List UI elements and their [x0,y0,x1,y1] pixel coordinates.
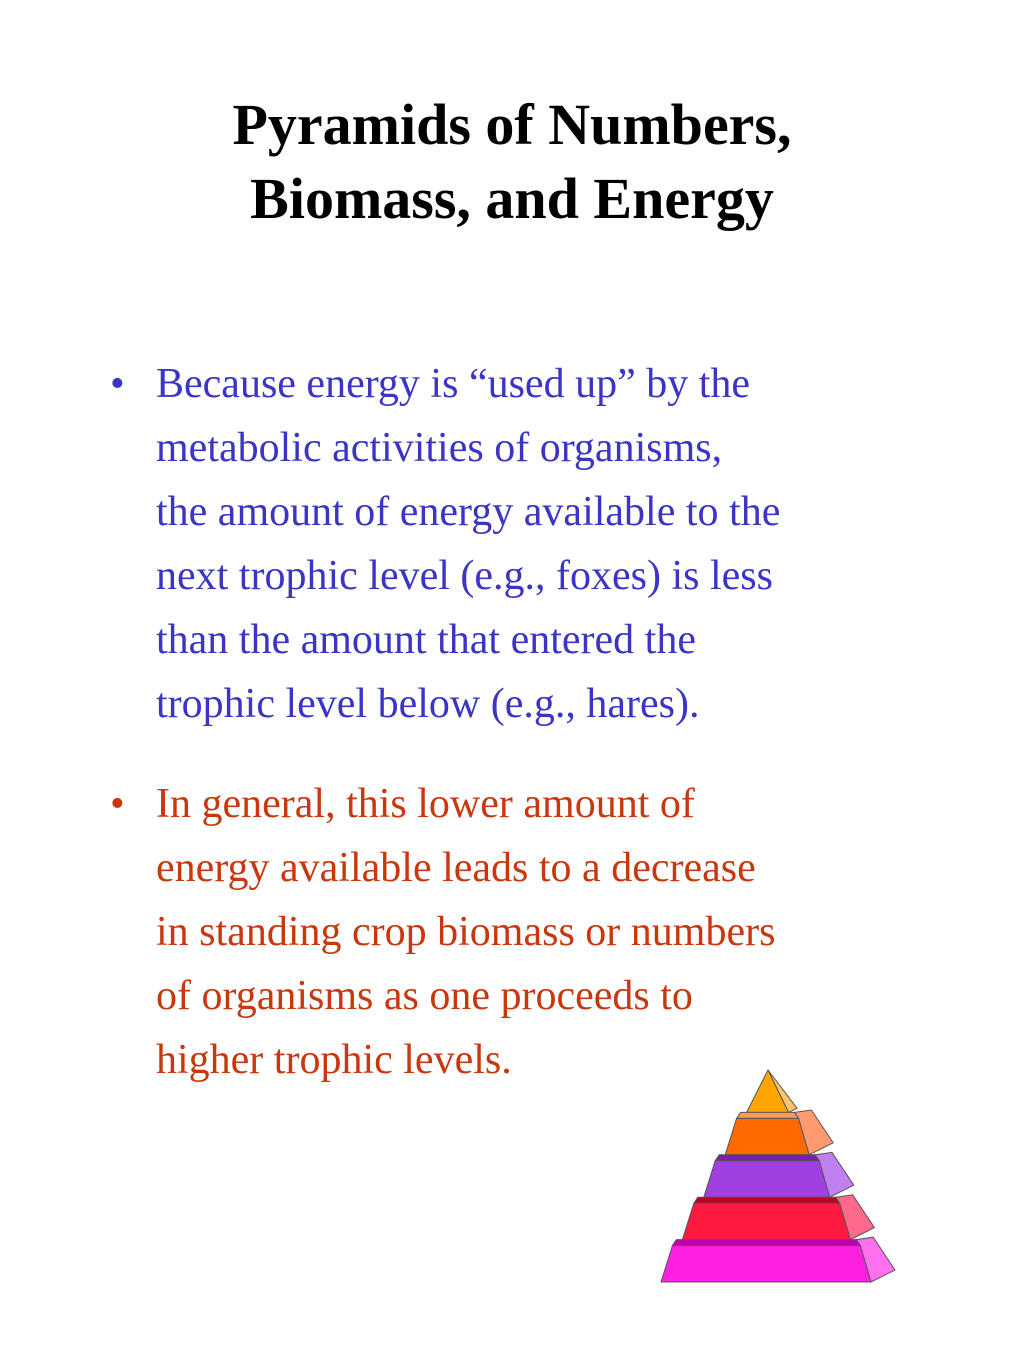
pyramid-face-front [725,1118,809,1154]
pyramid-face-front [704,1161,830,1197]
bullet-line: in standing crop biomass or numbers [156,909,776,955]
bullet-marker: • [110,361,125,407]
bullet-line: trophic level below (e.g., hares). [156,681,700,727]
pyramid-level [661,1237,895,1282]
bullet-text [156,772,960,1092]
pyramid-face-front [682,1203,850,1239]
pyramid-face-top [715,1155,819,1161]
bullet-line: higher trophic levels. [156,1037,512,1083]
bullet-list [110,352,960,1092]
bullet-line: than the amount that entered the [156,617,696,663]
bullet-item-lower-energy [110,772,960,1092]
bullet-line: of organisms as one proceeds to [156,973,693,1019]
pyramid-face-top [672,1240,860,1246]
bullet-line: metabolic activities of organisms, [156,425,723,471]
bullet-marker: • [110,781,125,827]
pyramid-face-front [661,1246,871,1282]
pyramid-level [725,1110,833,1155]
slide-title [0,88,1024,236]
bullet-line: energy available leads to a decrease [156,845,756,891]
bullet-text [156,352,960,736]
title-line-2: Biomass, and Energy [250,166,774,231]
bullet-line: In general, this lower amount of [156,781,695,827]
bullet-item-energy-used [110,352,960,736]
pyramid-illustration [655,1065,905,1290]
pyramid-level [747,1070,797,1112]
title-line-1: Pyramids of Numbers, [232,92,792,157]
bullet-line: Because energy is “used up” by the [156,361,751,407]
pyramid-face-top [694,1197,840,1203]
bullet-line: next trophic level (e.g., foxes) is less [156,553,773,599]
pyramid-face-top [737,1112,799,1118]
pyramid-level [704,1152,854,1197]
pyramid-level [682,1195,874,1240]
bullet-line: the amount of energy available to the [156,489,781,535]
